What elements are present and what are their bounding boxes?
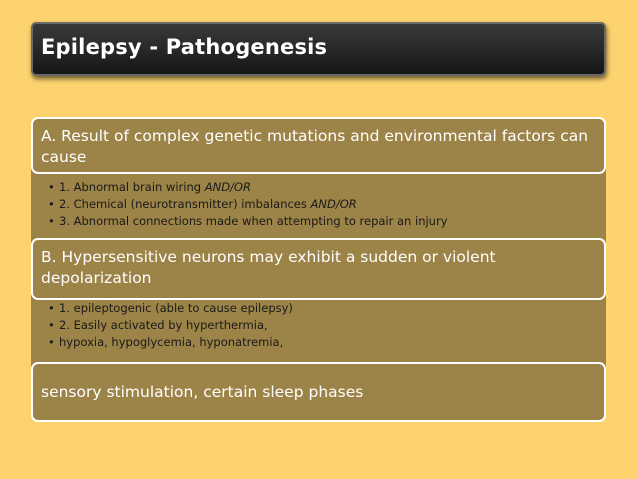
- bullet-icon: •: [48, 214, 55, 228]
- list-item: • 2. Chemical (neurotransmitter) imbalances AND/OR: [48, 197, 357, 211]
- list-item: • 3. Abnormal connections made when attempting to repair an injury: [48, 214, 448, 228]
- list-item: • 1. Abnormal brain wiring AND/OR: [48, 180, 251, 194]
- list-item: • hypoxia, hypoglycemia, hyponatremia,: [48, 335, 284, 349]
- bullet-icon: •: [48, 318, 55, 332]
- section-c-heading: sensory stimulation, certain sleep phases: [41, 383, 364, 401]
- bullet-icon: •: [48, 301, 55, 315]
- section-a-heading-box: [31, 117, 606, 174]
- list-item: • 2. Easily activated by hyperthermia,: [48, 318, 268, 332]
- slide-title: Epilepsy - Pathogenesis: [41, 35, 328, 59]
- bullet-icon: •: [48, 197, 55, 211]
- section-b-bullets: [48, 300, 293, 351]
- list-item: • 1. epileptogenic (able to cause epilepsy): [48, 301, 293, 315]
- section-a-heading: A. Result of complex genetic mutations and environmental factors can cause: [41, 127, 589, 166]
- section-b-heading: B. Hypersensitive neurons may exhibit a sudden or violent depolarization: [41, 248, 496, 287]
- section-b-heading-box: [31, 238, 606, 300]
- section-c-heading-box: [31, 362, 606, 422]
- bullet-icon: •: [48, 335, 55, 349]
- section-a-bullets: [48, 179, 448, 230]
- bullet-icon: •: [48, 180, 55, 194]
- title-bar: [31, 22, 606, 76]
